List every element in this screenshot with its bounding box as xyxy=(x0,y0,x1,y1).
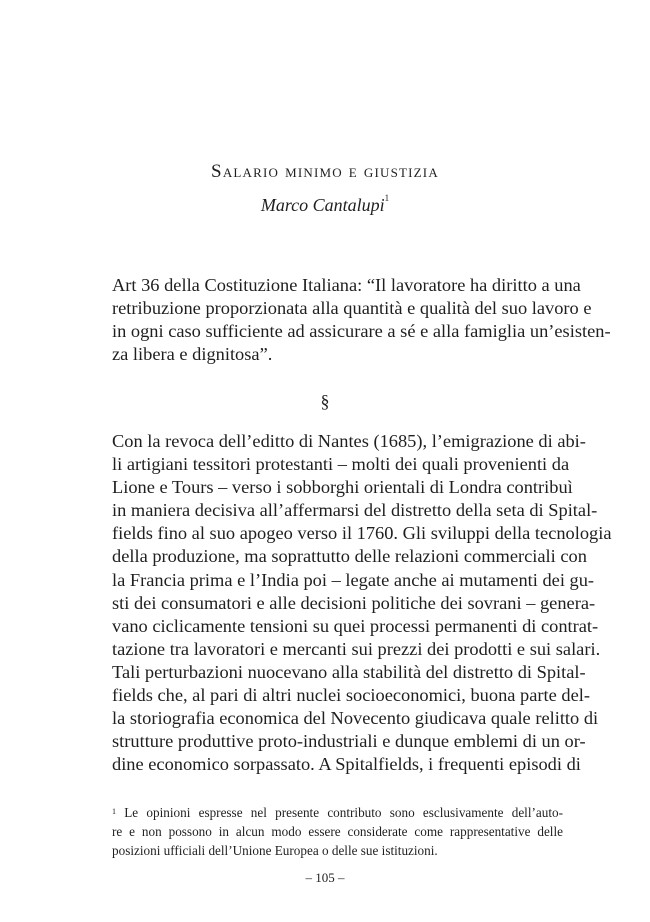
author-line xyxy=(0,195,650,216)
footnote-reference[interactable]: 1 xyxy=(384,193,390,203)
section-mark: § xyxy=(320,391,330,411)
text-line: za libera e dignitosa”. xyxy=(112,344,273,365)
page-number: – 105 – xyxy=(305,870,345,885)
text-line: li artigiani tessitori protestanti – molti dei quali provenienti da xyxy=(112,454,570,475)
text-line: fields fino al suo apogeo verso il 1760. Gli sviluppi della tecnologia xyxy=(112,523,612,544)
footnote-line: re e non possono in alcun modo essere considerate come rappresentative delle xyxy=(112,824,563,840)
footnote xyxy=(112,803,563,861)
text-line: Art 36 della Costituzione Italiana: “Il lavoratore ha diritto a una xyxy=(112,275,581,295)
constitution-quote-paragraph xyxy=(112,274,611,366)
footnote-line: posizioni ufficiali dell’Unione Europea o delle sue istituzioni. xyxy=(112,843,438,859)
text-line: in maniera decisiva all’affermarsi del distretto della seta di Spital- xyxy=(112,500,598,521)
author-name: Marco Cantalupi xyxy=(260,195,385,215)
text-line: dine economico sorpassato. A Spitalfields, i frequenti episodi di xyxy=(112,754,581,775)
text-line: la Francia prima e l’India poi – legate anche ai mutamenti dei gu- xyxy=(112,569,595,590)
article-title: Salario minimo e giustizia xyxy=(211,161,439,182)
text-line: Tali perturbazioni nuocevano alla stabilità del distretto di Spital- xyxy=(112,661,586,682)
text-line: in ogni caso sufficiente ad assicurare a sé e alla famiglia un’esisten- xyxy=(112,321,611,342)
footnote-marker: 1 xyxy=(112,807,116,816)
text-line: Con la revoca dell’editto di Nantes (1685), l’emigrazione di abi- xyxy=(112,431,586,451)
text-line: della produzione, ma soprattutto delle relazioni commerciali con xyxy=(112,546,587,567)
text-line: strutture produttive proto-industriali e dunque emblemi di un or- xyxy=(112,731,586,752)
text-line: tazione tra lavoratori e mercanti sui prezzi dei prodotti e sui salari. xyxy=(112,638,601,659)
footnote-text: Le opinioni espresse nel presente contributo sono esclusivamente dell’auto- xyxy=(124,805,563,820)
text-line: retribuzione proporzionata alla quantità e qualità del suo lavoro e xyxy=(112,298,592,319)
text-line: la storiografia economica del Novecento giudicava quale relitto di xyxy=(112,708,599,729)
body-paragraph xyxy=(112,430,612,776)
text-line: sti dei consumatori e alle decisioni politiche dei sovrani – genera- xyxy=(112,592,596,613)
footnote-line xyxy=(112,803,563,822)
text-line: fields che, al pari di altri nuclei socioeconomici, buona parte del- xyxy=(112,685,590,706)
text-line: vano ciclicamente tensioni su quei processi permanenti di contrat- xyxy=(112,615,599,636)
text-line: Lione e Tours – verso i sobborghi orientali di Londra contribuì xyxy=(112,477,573,498)
